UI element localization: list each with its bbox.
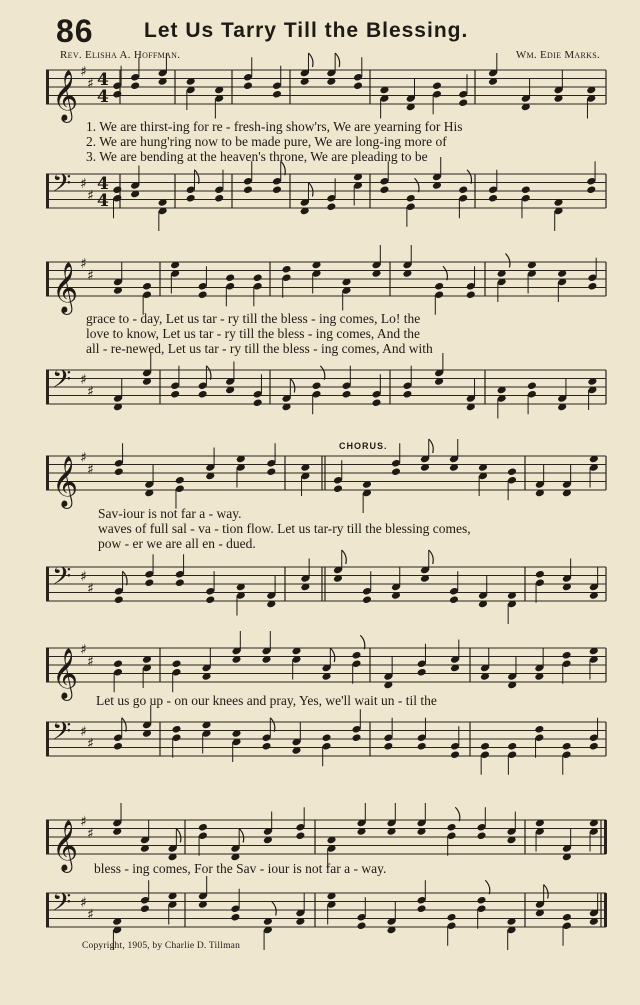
- note-head: [527, 381, 537, 390]
- sharp-icon: ♯: [80, 814, 87, 830]
- time-signature: 4: [97, 191, 109, 211]
- note-head: [589, 742, 599, 751]
- note-head: [175, 476, 185, 485]
- note-head: [507, 467, 517, 476]
- note-flag: [485, 880, 490, 894]
- bass-staff-system-2: [0, 362, 640, 422]
- note-head: [112, 90, 122, 99]
- treble-staff-system-4: [0, 640, 640, 700]
- sharp-icon: ♯: [80, 895, 87, 911]
- note-flag: [194, 170, 199, 184]
- note-head: [362, 595, 372, 604]
- note-head: [243, 81, 253, 90]
- note-head: [198, 823, 208, 832]
- sharp-icon: ♯: [87, 462, 94, 478]
- note-head: [198, 290, 208, 299]
- note-flag: [239, 829, 244, 843]
- sharp-icon: ♯: [87, 654, 94, 670]
- note-head: [144, 578, 154, 587]
- system-bar: [46, 820, 49, 854]
- lyrics-system-3-verse-2: waves of full sal - va - tion flow. Let us tar-ry till the blessing comes,: [98, 521, 471, 536]
- system-bar: [46, 70, 49, 104]
- note-flag: [123, 571, 128, 585]
- sharp-icon: ♯: [80, 64, 87, 80]
- composer-credit: Wm. Edie Marks.: [515, 49, 600, 61]
- system-bar: [46, 648, 49, 682]
- note-head: [406, 194, 416, 203]
- note-head: [476, 831, 486, 840]
- final-barline: [604, 893, 607, 927]
- treble-clef-icon: 𝄞: [52, 648, 79, 699]
- note-head: [321, 733, 331, 742]
- lyrics-system-2-verse-1: grace to - day, Let us tar - ry till the bless - ing comes, Lo! the: [86, 311, 421, 326]
- system-bar: [46, 722, 49, 756]
- note-head: [434, 282, 444, 291]
- time-signature: 4: [97, 70, 109, 90]
- note-head: [333, 484, 343, 493]
- sharp-icon: ♯: [80, 724, 87, 740]
- note-head: [253, 273, 263, 282]
- note-head: [175, 578, 185, 587]
- bass-clef-icon: 𝄢: [52, 365, 72, 400]
- sharp-icon: ♯: [87, 907, 94, 923]
- hymn-header: [52, 14, 612, 48]
- treble-staff-system-3: [0, 448, 640, 508]
- credits: [60, 49, 600, 63]
- note-flag: [360, 635, 365, 649]
- note-head: [371, 398, 381, 407]
- note-flag: [505, 254, 510, 268]
- note-head: [450, 750, 460, 759]
- note-head: [281, 265, 291, 274]
- note-head: [562, 651, 572, 660]
- note-flag: [176, 829, 181, 843]
- note-head: [311, 381, 321, 390]
- bass-clef-icon: 𝄢: [52, 562, 72, 597]
- note-flag: [308, 183, 313, 197]
- note-head: [341, 390, 351, 399]
- note-head: [534, 725, 544, 734]
- note-head: [521, 185, 531, 194]
- note-flag: [290, 379, 295, 393]
- bass-staff-system-4: [0, 714, 640, 774]
- sharp-icon: ♯: [87, 826, 94, 842]
- note-flag: [455, 807, 460, 821]
- note-flag: [467, 170, 472, 184]
- note-head: [326, 202, 336, 211]
- note-head: [449, 595, 459, 604]
- note-head: [225, 273, 235, 282]
- note-head: [402, 390, 412, 399]
- note-head: [142, 282, 152, 291]
- time-signature: 4: [97, 87, 109, 107]
- system-bar: [46, 893, 49, 927]
- treble-staff-system-2: [0, 254, 640, 314]
- final-barline: [604, 820, 607, 854]
- note-head: [171, 659, 181, 668]
- note-head: [205, 595, 215, 604]
- note-head: [171, 725, 181, 734]
- lyrics-system-1-verse-3: 3. We are bending at the heaven's throne, We are pleading to be: [86, 149, 428, 164]
- sharp-icon: ♯: [87, 581, 94, 597]
- note-flag: [272, 902, 277, 916]
- bass-staff-system-3: [0, 559, 640, 619]
- note-head: [272, 90, 282, 99]
- note-head: [416, 904, 426, 913]
- note-head: [114, 467, 124, 476]
- note-head: [480, 742, 490, 751]
- note-flag: [342, 550, 347, 564]
- lyrics-system-1-verse-2: 2. We are hung'ring now to be made pure, We are long-ing more of: [86, 134, 447, 149]
- lyrics-system-3-verse-3: pow - er we are all en - dued.: [98, 536, 256, 551]
- sharp-icon: ♯: [87, 188, 94, 204]
- note-head: [253, 398, 263, 407]
- note-head: [198, 390, 208, 399]
- system-bar: [46, 174, 49, 208]
- note-flag: [544, 885, 549, 899]
- note-flag: [320, 366, 325, 380]
- note-head: [446, 913, 456, 922]
- note-head: [351, 651, 361, 660]
- note-head: [562, 913, 572, 922]
- sharp-icon: ♯: [80, 450, 87, 466]
- note-flag: [429, 550, 434, 564]
- note-head: [476, 896, 486, 905]
- sharp-icon: ♯: [80, 256, 87, 272]
- time-signature: 4: [97, 174, 109, 194]
- note-head: [458, 98, 468, 107]
- sharp-icon: ♯: [80, 372, 87, 388]
- bass-clef-icon: 𝄢: [52, 169, 72, 204]
- sharp-icon: ♯: [87, 384, 94, 400]
- treble-clef-icon: 𝄞: [52, 456, 79, 507]
- sharp-icon: ♯: [80, 569, 87, 585]
- note-flag: [270, 718, 275, 732]
- note-flag: [414, 178, 419, 192]
- note-head: [130, 81, 140, 90]
- lyrics-system-2-verse-2: love to know, Let us tar - ry till the bless - ing comes, And the: [86, 326, 420, 341]
- hymn-title: Let Us Tarry Till the Blessing.: [144, 19, 469, 42]
- copyright-notice: Copyright, 1905, by Charlie D. Tillman: [82, 941, 241, 951]
- treble-clef-icon: 𝄞: [52, 262, 79, 313]
- treble-clef-icon: 𝄞: [52, 70, 79, 121]
- lyrics-system-4-verse-1: Let us go up - on our knees and pray, Yes, we'll wait un - til the: [96, 693, 437, 708]
- system-bar: [46, 262, 49, 296]
- bass-staff-system-1: [0, 166, 640, 226]
- sharp-icon: ♯: [80, 642, 87, 658]
- note-head: [266, 467, 276, 476]
- note-head: [353, 81, 363, 90]
- bass-staff-system-5: [0, 885, 640, 945]
- note-head: [417, 668, 427, 677]
- hymn-number: 86: [56, 13, 94, 49]
- note-head: [391, 467, 401, 476]
- system-bar: [46, 370, 49, 404]
- note-head: [432, 81, 442, 90]
- note-head: [113, 659, 123, 668]
- note-head: [446, 823, 456, 832]
- treble-staff-system-1: [0, 62, 640, 122]
- treble-clef-icon: 𝄞: [52, 820, 79, 871]
- chorus-label: CHORUS.: [339, 441, 388, 451]
- note-head: [186, 194, 196, 203]
- note-head: [562, 742, 572, 751]
- note-head: [356, 921, 366, 930]
- note-head: [351, 733, 361, 742]
- note-head: [272, 185, 282, 194]
- bass-clef-icon: 𝄢: [52, 888, 72, 923]
- note-flag: [429, 439, 434, 453]
- note-head: [113, 742, 123, 751]
- note-head: [170, 390, 180, 399]
- note-head: [230, 913, 240, 922]
- note-head: [214, 194, 224, 203]
- note-head: [488, 194, 498, 203]
- note-head: [379, 185, 389, 194]
- note-head: [417, 742, 427, 751]
- author-credit: Rev. Elisha A. Hoffman.: [60, 49, 181, 61]
- note-flag: [330, 648, 335, 662]
- note-head: [466, 290, 476, 299]
- note-flag: [443, 266, 448, 280]
- note-head: [295, 831, 305, 840]
- system-bar: [46, 456, 49, 490]
- note-head: [114, 595, 124, 604]
- note-head: [140, 904, 150, 913]
- lyrics-system-1-verse-1: 1. We are thirst-ing for re - fresh-ing show'rs, We are yearning for His: [86, 119, 463, 134]
- sharp-icon: ♯: [87, 268, 94, 284]
- note-head: [112, 185, 122, 194]
- note-flag: [122, 718, 127, 732]
- note-head: [586, 185, 596, 194]
- sharp-icon: ♯: [80, 176, 87, 192]
- note-head: [383, 742, 393, 751]
- note-head: [243, 185, 253, 194]
- system-bar: [46, 567, 49, 601]
- note-head: [507, 742, 517, 751]
- sharp-icon: ♯: [87, 76, 94, 92]
- note-head: [261, 742, 271, 751]
- note-head: [535, 570, 545, 579]
- lyrics-system-3-verse-1: Sav-iour is not far a - way.: [98, 506, 242, 521]
- note-head: [458, 185, 468, 194]
- sharp-icon: ♯: [87, 736, 94, 752]
- lyrics-system-5-verse-1: bless - ing comes, For the Sav - iour is not far a - way.: [94, 861, 387, 876]
- note-flag: [206, 366, 211, 380]
- bass-clef-icon: 𝄢: [52, 717, 72, 752]
- lyrics-system-2-verse-3: all - re-newed, Let us tar - ry till the bless - ing comes, And with: [86, 341, 433, 356]
- note-head: [587, 282, 597, 291]
